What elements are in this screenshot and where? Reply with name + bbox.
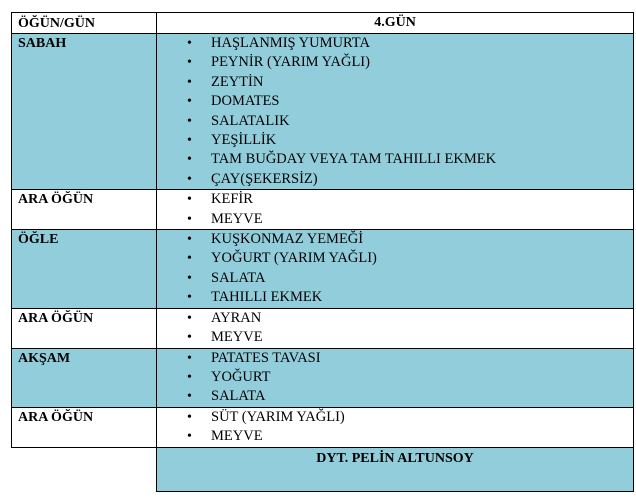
meal-items-list: [157, 408, 633, 447]
meal-items-list: [157, 34, 633, 189]
meal-row: [12, 190, 634, 230]
meal-row: [12, 348, 634, 407]
meal-items-list: [157, 230, 633, 308]
meal-item: • MEYVE: [211, 328, 633, 347]
meal-label: AKŞAM: [12, 348, 157, 407]
signature-blank-cell: [12, 447, 157, 491]
meal-label: ARA ÖĞÜN: [12, 308, 157, 348]
meal-item: • PEYNİR (YARIM YAĞLI): [211, 53, 633, 72]
meal-items-list: [157, 190, 633, 229]
meal-row: [12, 230, 634, 309]
header-meal-day: ÖĞÜN/GÜN: [12, 13, 157, 34]
meal-item: • SÜT (YARIM YAĞLI): [211, 408, 633, 427]
meal-items-cell: [157, 34, 634, 190]
meal-items-cell: [157, 230, 634, 309]
meal-row: [12, 34, 634, 190]
meal-item: • YEŞİLLİK: [211, 131, 633, 150]
meal-item: • TAM BUĞDAY VEYA TAM TAHILLI EKMEK: [211, 150, 633, 169]
meal-item: • ZEYTİN: [211, 73, 633, 92]
meal-item: • YOĞURT: [211, 368, 633, 387]
meal-row: [12, 308, 634, 348]
meal-items-cell: [157, 308, 634, 348]
meal-item: • KUŞKONMAZ YEMEĞİ: [211, 230, 633, 249]
meal-item: • SALATALIK: [211, 112, 633, 131]
meal-item: • SALATA: [211, 269, 633, 288]
meal-items-list: [157, 349, 633, 407]
meal-items-list: [157, 309, 633, 348]
meal-items-cell: [157, 190, 634, 230]
meal-item: • AYRAN: [211, 309, 633, 328]
meal-item: • DOMATES: [211, 92, 633, 111]
meal-item: • HAŞLANMIŞ YUMURTA: [211, 34, 633, 53]
diet-plan-table: [11, 12, 634, 492]
meal-row: [12, 407, 634, 447]
meal-item: • TAHILLI EKMEK: [211, 288, 633, 307]
meal-label: ARA ÖĞÜN: [12, 190, 157, 230]
meal-item: • PATATES TAVASI: [211, 349, 633, 368]
meal-item: • KEFİR: [211, 190, 633, 209]
meal-label: SABAH: [12, 34, 157, 190]
meal-item: • MEYVE: [211, 210, 633, 229]
table-header-row: [12, 13, 634, 34]
meal-item: • SALATA: [211, 387, 633, 406]
meal-items-cell: [157, 407, 634, 447]
meal-items-cell: [157, 348, 634, 407]
diet-plan-document: [11, 12, 634, 492]
dietitian-signature: DYT. PELİN ALTUNSOY: [157, 447, 634, 491]
meal-item: • YOĞURT (YARIM YAĞLI): [211, 249, 633, 268]
meal-label: ÖĞLE: [12, 230, 157, 309]
meal-item: • MEYVE: [211, 427, 633, 446]
header-day-4: 4.GÜN: [157, 13, 634, 34]
meal-label: ARA ÖĞÜN: [12, 407, 157, 447]
meal-item: • ÇAY(ŞEKERSİZ): [211, 170, 633, 189]
signature-row: [12, 447, 634, 491]
